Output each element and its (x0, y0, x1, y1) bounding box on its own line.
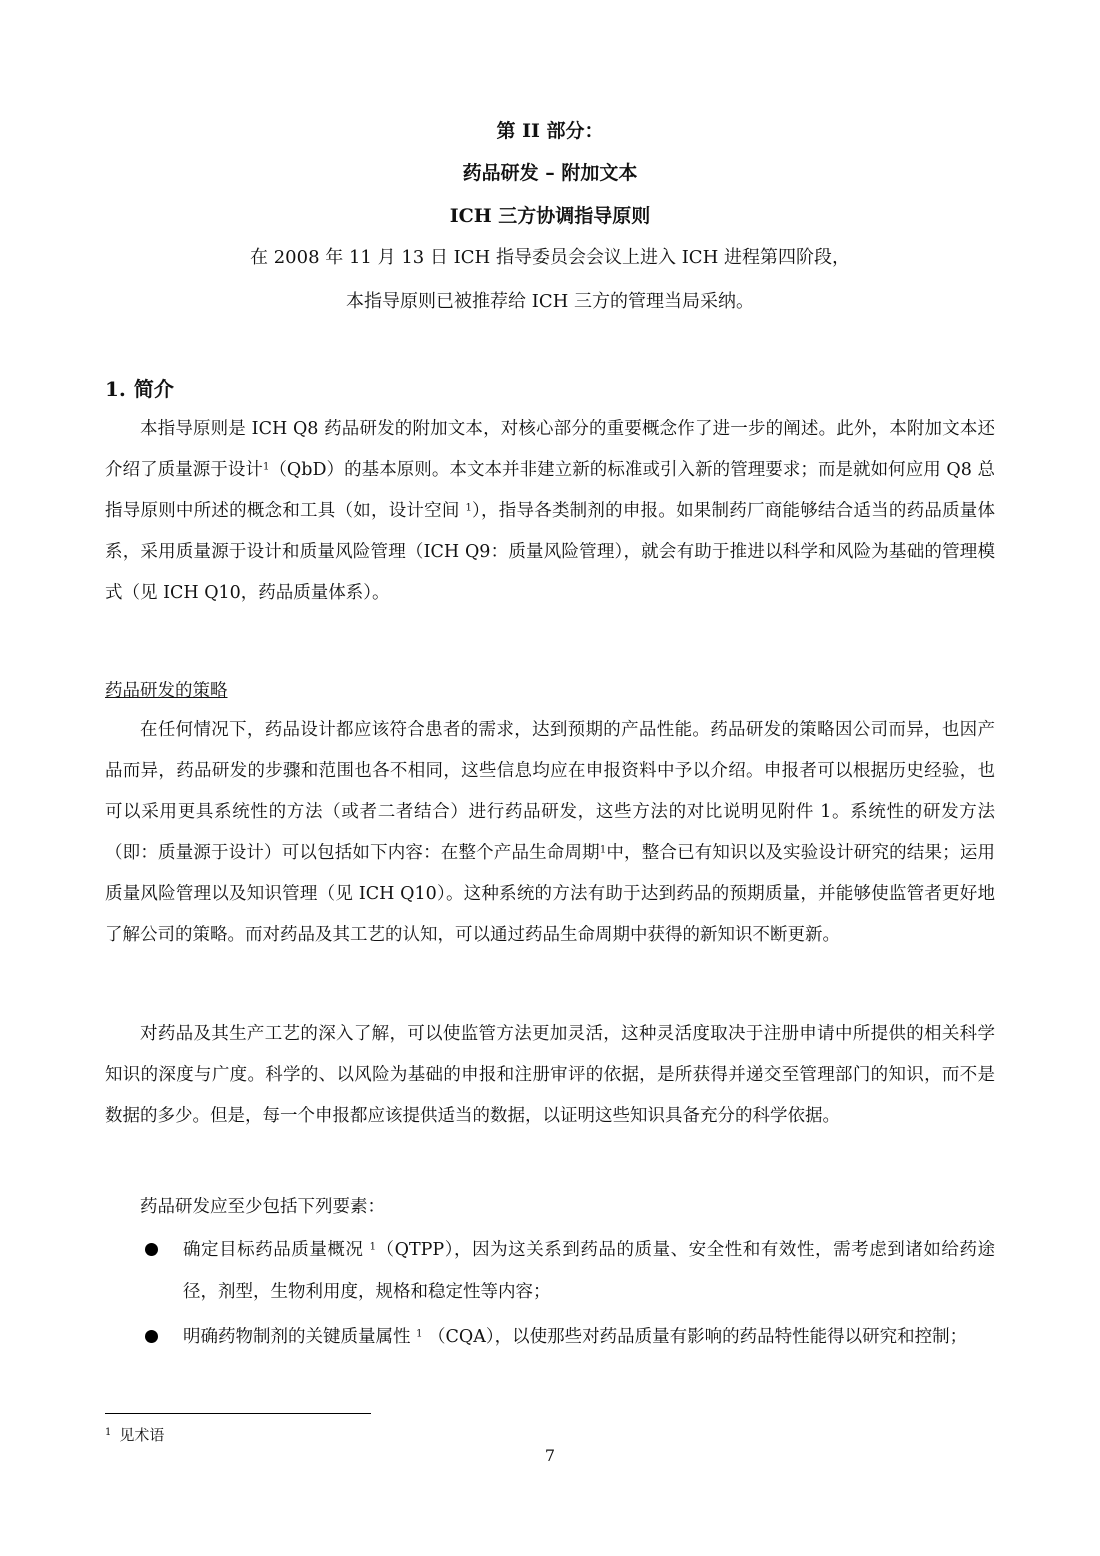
intro-text-3: ），指导各类制剂的申报。如果制药厂商能够结合适当的药品质量体系，采用质量源于设计和质量风险管理（ICH Q9：质量风险管理），就会有助于推进以科学和风险为基础的管理模式（见 ICH Q10，药品质量体系）。 (105, 501, 996, 603)
page-number: 7 (544, 1446, 556, 1465)
strategy-paragraph-1 (105, 710, 995, 956)
bullet-dot-icon (145, 1243, 158, 1256)
footnote-mark: 1 (105, 1426, 112, 1438)
strategy-paragraph-2: 对药品及其生产工艺的深入了解，可以使监管方法更加灵活，这种灵活度取决于注册申请中所提供的相关科学知识的深度与广度。科学的、以风险为基础的申报和注册审评的依据，是所获得并递交至管理部门的知识，而不是数据的多少。但是，每一个申报都应该提供适当的数据，以证明这些知识具备充分的科学依据。 (105, 1024, 995, 1126)
bullet-text-2: （CQA），以使那些对药品质量有影响的药品特性能得以研究和控制； (422, 1327, 968, 1347)
section-number: 1. (105, 377, 126, 401)
footnote-ref[interactable]: 1 (599, 844, 607, 856)
footnote-text: 见术语 (119, 1426, 165, 1444)
stage-line: 在 2008 年 11 月 13 日 ICH 指导委员会会议上进入 ICH 进程第四阶段， (250, 247, 850, 268)
footnote-ref[interactable]: 1 (416, 1328, 423, 1340)
footnote-ref[interactable]: 1 (465, 502, 472, 514)
footnote-ref[interactable]: 1 (262, 461, 270, 473)
intro-paragraph (105, 409, 995, 614)
strategy-text-1: 在任何情况下，药品设计都应该符合患者的需求，达到预期的产品性能。药品研发的策略因公司而异，也因产品而异，药品研发的步骤和范围也各不相同，这些信息均应在申报资料中予以介绍。申报者可以根据历史经验，也可以采用更具系统性的方法（或者二者结合）进行药品研发，这些方法的对比说明见附件 1。系统性的研发方法（即：质量源于设计）可以包括如下内容：在整个产品生命周期 (105, 720, 995, 863)
intro-text-2: （QbD）的基本原则。本文本并非建立新的标准或引入新的管理要求；而是就如何应用 Q8 总指导原则中所述的概念和工具（如，设计空间 (105, 460, 996, 521)
bullet-text-1: 明确药物制剂的关键质量属性 (183, 1327, 417, 1347)
strategy-heading: 药品研发的策略 (105, 681, 228, 701)
bullet-item (145, 1316, 995, 1358)
strategy-paragraph-3: 药品研发应至少包括下列要素： (140, 1197, 385, 1217)
section-title: 简介 (133, 377, 174, 401)
footnote (105, 1424, 164, 1445)
bullet-text-2: （QTPP），因为这关系到药品的质量、安全性和有效性，需考虑到诸如给药途径，剂型，生物利用度，规格和稳定性等内容； (183, 1240, 995, 1302)
bullet-dot-icon (145, 1330, 158, 1343)
intro-text-1: 本指导原则是 ICH Q8 药品研发的附加文本，对核心部分的重要概念作了进一步的阐述。此外，本附加文本还介绍了质量源于设计 (105, 419, 995, 480)
section-heading-intro (105, 373, 174, 402)
footnote-ref[interactable]: 1 (369, 1241, 376, 1253)
footnote-divider (105, 1413, 371, 1414)
guideline-title: ICH 三方协调指导原则 (449, 205, 651, 227)
strategy-text-2: 中，整合已有知识以及实验设计研究的结果；运用质量风险管理以及知识管理（见 ICH Q10）。这种系统的方法有助于达到药品的预期质量，并能够使监管者更好地了解公司的策略。而对药品及其工艺的认知，可以通过药品生命周期中获得的新知识不断更新。 (105, 843, 995, 945)
part-title: 第 II 部分： (496, 120, 604, 142)
bullet-text-1: 确定目标药品质量概况 (183, 1240, 370, 1260)
adoption-line: 本指导原则已被推荐给 ICH 三方的管理当局采纳。 (345, 291, 755, 312)
document-subtitle: 药品研发 – 附加文本 (462, 162, 638, 184)
bullet-item (145, 1229, 995, 1313)
